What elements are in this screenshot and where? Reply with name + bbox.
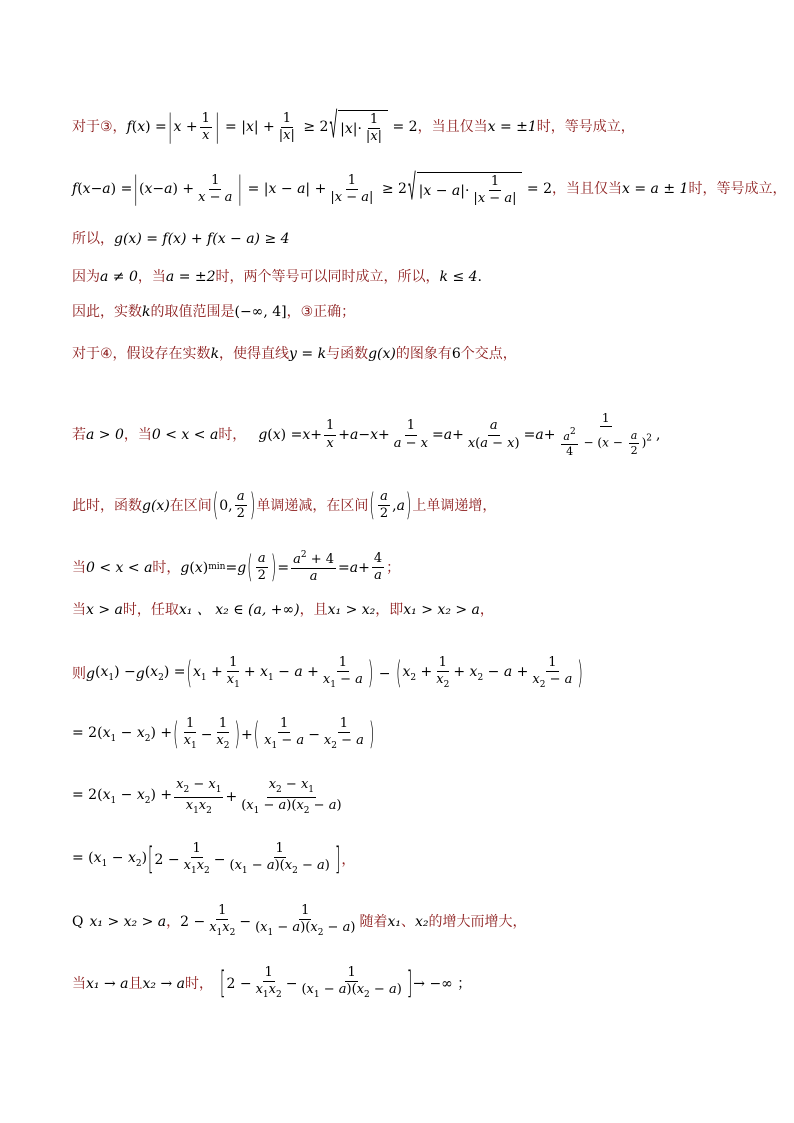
text: 单调递减，在区间 (256, 497, 369, 514)
math: 0 < x < a (151, 427, 219, 444)
text: 时， (218, 427, 247, 444)
math: g(x) = f(x) + f(x − a) ≥ 4 (114, 231, 290, 247)
math: a = ±2 (165, 269, 216, 285)
line-1: 对于③， f ( x ) = | x + $\frac{1}{x}$ | = | x | + $\frac{1}{|x|}$ ≥ 2 √ |x|· $\frac{1}{|x|}$ = 2 ，当且仅当 x = ±1 时，等号成立， (72, 106, 635, 149)
text: 的取值范围是 (150, 304, 235, 320)
math: x₂ (414, 913, 429, 930)
math: x₁ (387, 913, 401, 930)
line-9: 当 0 < x < a 时， g ( x ) min = g ( $\frac{a}{2}$ ) = $\frac{a^2 + 4}{a}$ = a + $\frac{4}{a}$ ； (72, 550, 401, 586)
math: x₂ → a (142, 975, 185, 992)
text: 在区间 (169, 497, 212, 514)
line-15: Q x₁ > x₂ > a ， 2 − $\frac{1}{x_1x_2}$ − $\frac{1}{(x_1 - a)(x_2 - a)}$ 随着 x₁ 、 x₂ 的增大而增大， (72, 903, 527, 939)
line-16: 当 x₁ → a 且 x₂ → a 时， [ 2 − $\frac{1}{x_1x_2}$ − $\frac{1}{(x_1 - a)(x_2 - a)}$ ] → −∞ ； (72, 965, 472, 1002)
text: 对于③， (72, 119, 127, 136)
text: 、 (400, 913, 415, 930)
text: 的增大而增大， (428, 913, 527, 930)
text: ，当且仅当 (417, 119, 488, 136)
text: 若 (72, 427, 86, 444)
text: ，且 (299, 602, 328, 618)
line-6 (72, 347, 734, 361)
math: x₁ > x₂ (327, 602, 376, 618)
text: 所以， (72, 231, 114, 247)
line-4 (72, 270, 734, 284)
text: 与函数 (326, 346, 369, 362)
text: 个交点， (460, 346, 517, 362)
math: Q (72, 913, 84, 930)
text: 当 (72, 559, 86, 576)
math: 6 (451, 346, 461, 362)
line-12: = $2(x_1 - x_2)$ + ( $\frac{1}{x_1}$ − $\frac{1}{x_2}$ ) + ( $\frac{1}{x_1 - a}$ − $\frac{1}{x_2 - a}$ ) (72, 716, 375, 753)
math: g(x) (368, 346, 396, 362)
math: → −∞ ； (413, 975, 472, 992)
line-7: 若 a > 0 ，当 0 < x < a 时， g ( x ) = x + $\frac{1}{x}$ + a − x + $\frac{1}{a - x}$ = a + $\frac{a}{x(a - x)}$ = a + 1 $\frac{a^2}{4}$ − (x − $\frac{a}{2}$ )$^2$ , (72, 411, 661, 459)
math: x > a (86, 602, 123, 618)
text: 时，两个等号可以同时成立，所以， (215, 269, 440, 285)
line-8: 此时，函数 g(x) 在区间 ( 0, $\frac{a}{2}$ ) 单调递减，在区间 ( $\frac{a}{2}$ , a ) 上单调递增， (72, 488, 497, 524)
line-2: f ( x − a ) = | ( x − a ) + $\frac{1}{x - a}$ | = |x − a| + $\frac{1}{|x - a|}$ ≥ 2 √ |x − a|· $\frac{1}{|x - a|}$ = 2 ，当且仅当 x = a ± 1 时，等号成立， (72, 168, 787, 211)
line-13: = $2(x_1 - x_2)$ + $\frac{x_2 - x_1}{x_1x_2}$ + $\frac{x_2 - x_1}{(x_1 - a)(x_2 - a)}$ (72, 777, 342, 816)
math: x₁ > x₂ > a (89, 913, 167, 930)
line-3 (72, 232, 734, 246)
text: 当 (72, 975, 86, 992)
text: ，当 (123, 427, 152, 444)
math: k ≤ 4 (439, 269, 478, 285)
text: 则 (72, 665, 86, 682)
text: 因此，实数 (72, 304, 142, 320)
text: ，当 (137, 269, 166, 285)
line-10 (72, 603, 734, 617)
text: 当 (72, 602, 86, 618)
text: ， (341, 851, 356, 868)
text: 因为 (72, 269, 100, 285)
line-11: 则 g $(x_1)$ − g $(x_2)$ = ( $x_1$ + $\frac{1}{x_1}$ + $x_1 - a$ + $\frac{1}{x_1 - a}$ ) − ( $x_2$ + $\frac{1}{x_2}$ + $x_2 - a$ + $\frac{1}{x_2 - a}$ ) (72, 655, 583, 692)
math: a ≠ 0 (100, 269, 138, 285)
math: y = k (289, 346, 327, 362)
text: 时， (185, 975, 213, 992)
text: ， (166, 913, 181, 930)
text: 的图象有 (395, 346, 452, 362)
text: 时， (152, 559, 181, 576)
text: ，即 (375, 602, 404, 618)
text: ， (479, 602, 494, 618)
math: x₁ 、 x₂ ∈ (a, +∞) (178, 602, 300, 618)
text: ，③正确； (286, 304, 356, 320)
text: 且 (128, 975, 143, 992)
math: x₁ > x₂ > a (403, 602, 480, 618)
text: 对于④，假设存在实数 (72, 346, 211, 362)
math: (−∞, 4] (234, 304, 287, 320)
math: 0 < x < a (86, 559, 153, 576)
text: 上单调递增， (412, 497, 497, 514)
text: 随着 (359, 913, 388, 930)
line-5 (72, 305, 734, 319)
text: ； (386, 559, 401, 576)
math: k (142, 304, 151, 320)
line-14: = $(x_1 - x_2)$ [ 2 − $\frac{1}{x_1x_2}$ − $\frac{1}{(x_1 - a)(x_2 - a)}$ ] ， (72, 841, 356, 878)
text: ，使得直线 (219, 346, 290, 362)
text: 时，等号成立， (536, 119, 635, 136)
text: ，当且仅当 (552, 181, 623, 198)
math: x₁ → a (86, 975, 129, 992)
math: . (477, 269, 482, 285)
math: k (210, 346, 220, 362)
math: a > 0 (86, 427, 124, 444)
math: g(x) (142, 497, 170, 514)
math: x = a ± 1 (622, 181, 689, 198)
text: 此时，函数 (72, 497, 142, 514)
text: 时，等号成立， (688, 181, 787, 198)
math: x = ±1 (487, 119, 537, 136)
text: 时，任取 (122, 602, 179, 618)
